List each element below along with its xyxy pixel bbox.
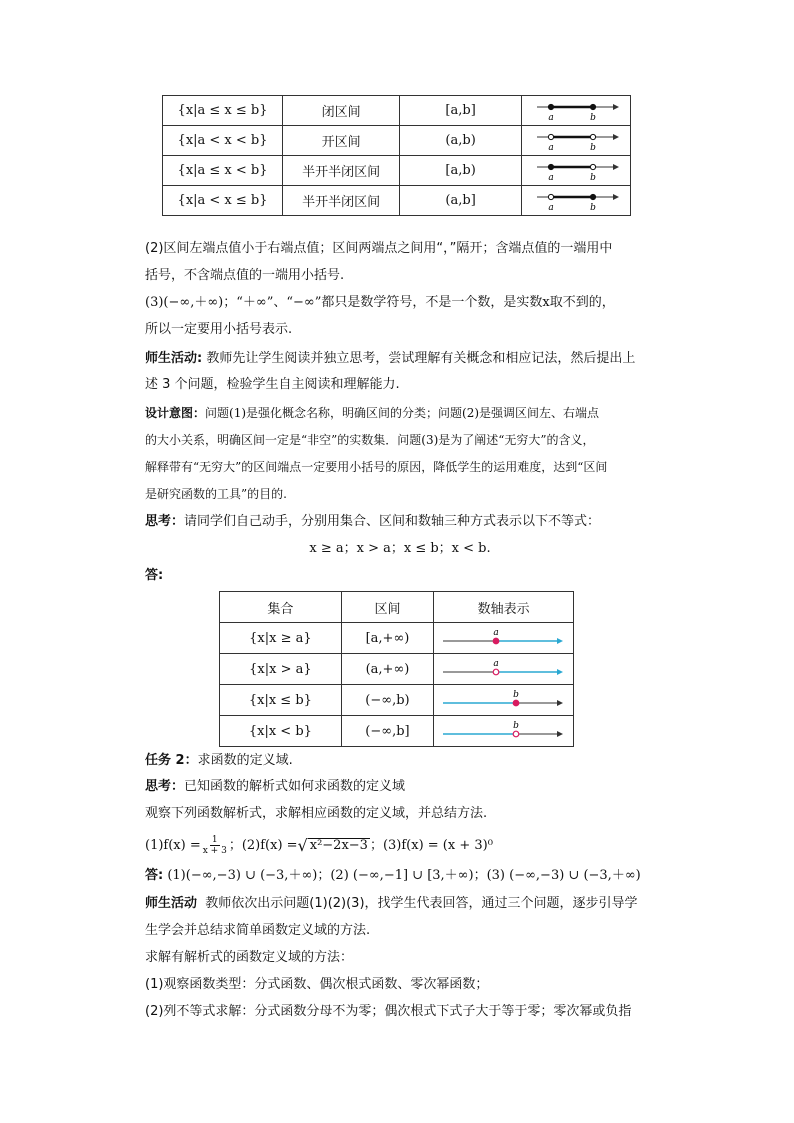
task-2-label: 任务 2： xyxy=(145,753,198,768)
interval-number-line xyxy=(531,129,621,153)
axis-arrow xyxy=(613,134,619,140)
function-2-prefix: ；(2)f(x) = xyxy=(228,837,298,853)
interval-notation-cell: (−∞,b) xyxy=(341,685,433,716)
interval-row xyxy=(163,186,631,216)
activity-2-line-1 xyxy=(145,892,685,915)
interval-name-cell: 半开半闭区间 xyxy=(283,186,400,216)
right-endpoint-label: b xyxy=(590,112,596,123)
right-endpoint-label: b xyxy=(590,172,596,183)
left-endpoint-label: a xyxy=(548,172,554,183)
answer-label: 答: xyxy=(145,568,164,583)
right-endpoint-label: b xyxy=(590,202,596,213)
functions-line xyxy=(145,832,685,858)
answer-2-text: (1)(−∞,−3) ∪ (−3,＋∞)；(2) (−∞,−1] ∪ [3,＋∞)；(3) (−∞,−3) ∪ (−3,＋∞) xyxy=(167,868,641,883)
interval-number-line xyxy=(531,99,621,123)
interval-notation-cell: (a,b) xyxy=(400,126,522,156)
activity-line-2: 述 3 个问题，检验学生自主阅读和理解能力. xyxy=(145,377,400,392)
number-line-cell xyxy=(522,96,631,126)
method-1: (1)观察函数类型：分式函数、偶次根式函数、零次幂函数； xyxy=(145,977,489,992)
method-2: (2)列不等式求解：分式函数分母不为零；偶次根式下式子大于等于零；零次幂或负指 xyxy=(145,1004,632,1019)
axis-arrow xyxy=(613,194,619,200)
endpoint xyxy=(493,669,499,675)
fraction-denominator: x + 3 xyxy=(202,845,227,856)
interval-number-line xyxy=(531,189,621,213)
answer-2-line xyxy=(145,864,685,887)
number-line-cell xyxy=(522,186,631,216)
interval-notation-cell: (a,+∞) xyxy=(341,654,433,685)
number-line-cell xyxy=(434,654,574,685)
activity-2-label: 师生活动 xyxy=(145,896,198,911)
interval-notation-cell: (−∞,b] xyxy=(341,716,433,747)
task-2-line xyxy=(145,749,685,772)
endpoint xyxy=(513,700,519,706)
set-notation-cell: {x|a < x < b} xyxy=(163,126,283,156)
axis-arrow xyxy=(557,700,563,706)
ray-number-line xyxy=(441,718,566,744)
ray-arrow xyxy=(557,669,563,675)
endpoint xyxy=(513,731,519,737)
ray-row xyxy=(220,623,574,654)
think-2-text: 已知函数的解析式如何求函数的定义域 xyxy=(184,779,406,794)
fraction-numerator: 1 xyxy=(211,834,218,845)
paragraph-3-line-2: 所以一定要用小括号表示. xyxy=(145,322,293,337)
design-text-1: 问题(1)是强化概念名称，明确区间的分类；问题(2)是强调区间左、右端点 xyxy=(205,406,600,420)
left-endpoint xyxy=(548,134,553,139)
number-line-cell xyxy=(522,156,631,186)
method-title: 求解有解析式的函数定义域的方法： xyxy=(145,950,354,965)
set-notation-cell: {x|a ≤ x < b} xyxy=(163,156,283,186)
ray-row xyxy=(220,685,574,716)
paragraph-2-line-1: (2)区间左端点值小于右端点值；区间两端点之间用“，”隔开；含端点值的一端用中 xyxy=(145,241,613,256)
endpoint-label: a xyxy=(493,659,499,669)
think-2-line xyxy=(145,775,685,798)
interval-number-line xyxy=(531,159,621,183)
design-line-2: 的大小关系，明确区间一定是“非空”的实数集．问题(3)是为了阐述“无穷大”的含义， xyxy=(145,433,595,447)
ray-number-line xyxy=(441,625,566,651)
interval-name-cell: 开区间 xyxy=(283,126,400,156)
ray-intervals-table xyxy=(219,591,574,747)
sqrt-symbol: √ xyxy=(297,835,308,855)
inequalities: x ≥ a；x > a；x ≤ b；x < b. xyxy=(309,541,491,556)
set-notation-cell: {x|a ≤ x ≤ b} xyxy=(163,96,283,126)
ray-arrow xyxy=(557,638,563,644)
set-notation-cell: {x|x < b} xyxy=(220,716,342,747)
paragraph-3-line-1 xyxy=(145,291,685,314)
interval-notation-cell: [a,+∞) xyxy=(341,623,433,654)
think-1-line xyxy=(145,510,685,533)
endpoint xyxy=(493,638,499,644)
ray-row xyxy=(220,654,574,685)
right-endpoint xyxy=(590,104,595,109)
ray-row xyxy=(220,716,574,747)
think-1-text: 请同学们自己动手，分别用集合、区间和数轴三种方式表示以下不等式： xyxy=(184,514,601,529)
think-2-label: 思考： xyxy=(145,779,185,794)
function-1-prefix: (1)f(x) = xyxy=(145,837,201,853)
axis-arrow xyxy=(613,104,619,110)
left-endpoint-label: a xyxy=(548,112,554,123)
number-line-cell xyxy=(522,126,631,156)
left-endpoint xyxy=(548,164,553,169)
header-set: 集合 xyxy=(220,592,342,623)
header-interval: 区间 xyxy=(341,592,433,623)
think-1-label: 思考： xyxy=(145,514,185,529)
paragraph-2-line-2: 括号，不含端点值的一端用小括号. xyxy=(145,268,345,283)
task-2-text: 求函数的定义域. xyxy=(197,753,293,768)
design-line-1 xyxy=(145,402,685,425)
activity-label: 师生活动: xyxy=(145,351,203,366)
interval-types-table xyxy=(162,95,631,216)
interval-notation-cell: (a,b] xyxy=(400,186,522,216)
endpoint-label: a xyxy=(493,628,499,638)
set-notation-cell: {x|x > a} xyxy=(220,654,342,685)
right-endpoint-label: b xyxy=(590,142,596,153)
left-endpoint xyxy=(548,194,553,199)
set-notation-cell: {x|a < x ≤ b} xyxy=(163,186,283,216)
observe-line: 观察下列函数解析式，求解相应函数的定义域，并总结方法. xyxy=(145,806,488,821)
design-line-3: 解释带有“无穷大”的区间端点一定要用小括号的原因，降低学生的运用难度，达到“区间 xyxy=(145,460,608,474)
interval-row xyxy=(163,126,631,156)
endpoint-label: b xyxy=(513,690,519,700)
number-line-cell xyxy=(434,623,574,654)
answer-2-label: 答: xyxy=(145,868,164,883)
activity-text: 教师先让学生阅读并独立思考，尝试理解有关概念和相应记法，然后提出上 xyxy=(206,351,636,366)
right-endpoint xyxy=(590,134,595,139)
ray-number-line xyxy=(441,656,566,682)
interval-row xyxy=(163,156,631,186)
function-3: ；(3)f(x) = (x + 3)⁰ xyxy=(369,837,493,853)
right-endpoint xyxy=(590,164,595,169)
endpoint-label: b xyxy=(513,721,519,731)
axis-arrow xyxy=(613,164,619,170)
activity-2-line-2: 生学会并总结求简单函数定义域的方法. xyxy=(145,923,371,938)
right-endpoint xyxy=(590,194,595,199)
interval-notation-cell: [a,b) xyxy=(400,156,522,186)
design-label: 设计意图： xyxy=(145,406,206,420)
interval-name-cell: 闭区间 xyxy=(283,96,400,126)
interval-notation-cell: [a,b] xyxy=(400,96,522,126)
axis-arrow xyxy=(557,731,563,737)
left-endpoint-label: a xyxy=(548,142,554,153)
header-number-line: 数轴表示 xyxy=(434,592,574,623)
function-2-radicand: x²−2x−3 xyxy=(309,837,368,853)
set-notation-cell: {x|x ≥ a} xyxy=(220,623,342,654)
left-endpoint xyxy=(548,104,553,109)
left-endpoint-label: a xyxy=(548,202,554,213)
activity-line-1 xyxy=(145,347,685,370)
ray-number-line xyxy=(441,687,566,713)
number-line-cell xyxy=(434,685,574,716)
function-1-fraction xyxy=(203,835,227,856)
interval-row xyxy=(163,96,631,126)
number-line-cell xyxy=(434,716,574,747)
design-line-4: 是研究函数的工具”的目的. xyxy=(145,487,287,501)
set-notation-cell: {x|x ≤ b} xyxy=(220,685,342,716)
interval-name-cell: 半开半闭区间 xyxy=(283,156,400,186)
activity-2-text: 教师依次出示问题(1)(2)(3)，找学生代表回答，通过三个问题，逐步引导学 xyxy=(205,896,638,911)
paragraph-3-text: (3)(−∞,＋∞)；“＋∞”、“−∞”都只是数学符号，不是一个数，是实数x取不到的， xyxy=(145,295,615,310)
